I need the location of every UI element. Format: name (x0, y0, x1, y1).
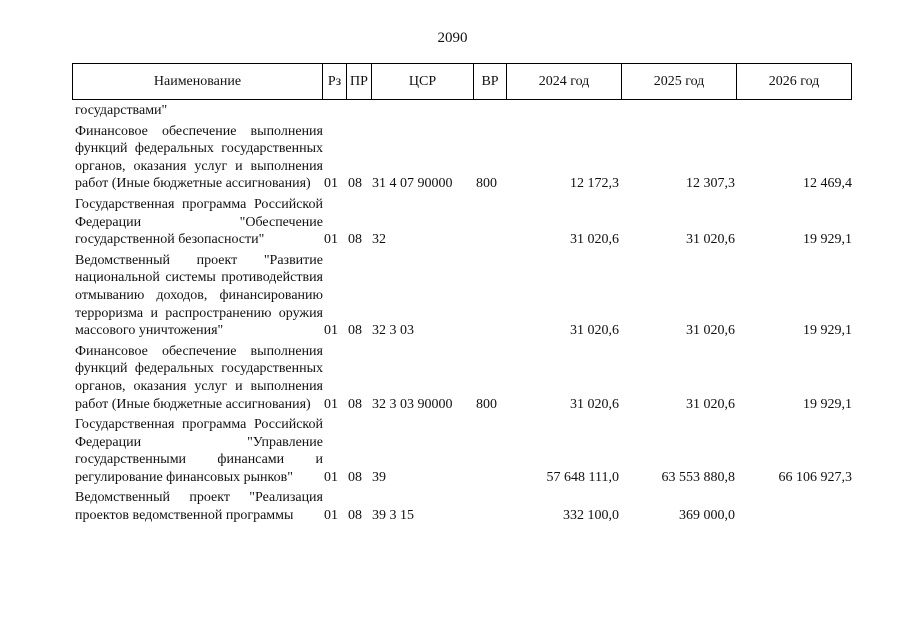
row-pr: 08 (348, 323, 362, 339)
table-row (72, 123, 852, 193)
row-rz: 01 (324, 323, 338, 339)
table-row (72, 252, 852, 340)
table-row (72, 489, 852, 524)
row-2024: 12 172,3 (570, 176, 619, 192)
row-vr: 800 (476, 396, 497, 412)
page-number: 2090 (437, 30, 468, 46)
row-2024: 57 648 111,0 (546, 469, 619, 485)
table-row (72, 196, 852, 249)
row-2025: 63 553 880,8 (661, 469, 735, 485)
row-2024: 31 020,6 (570, 396, 619, 412)
row-2025: 31 020,6 (686, 396, 735, 412)
row-name: государствами" (75, 103, 168, 118)
row-csr: 32 3 03 90000 (372, 396, 453, 412)
row-pr: 08 (348, 469, 362, 485)
row-rz: 01 (324, 508, 338, 524)
row-rz: 01 (324, 176, 338, 192)
row-pr: 08 (348, 176, 362, 192)
header-2024: 2024 год (507, 64, 622, 99)
header-rz: Рз (323, 64, 347, 99)
row-csr: 31 4 07 90000 (372, 176, 453, 192)
header-vr: ВР (474, 64, 507, 99)
row-2025: 12 307,3 (686, 176, 735, 192)
table-row (72, 343, 852, 413)
row-vr: 800 (476, 176, 497, 192)
row-2026: 12 469,4 (803, 176, 852, 192)
header-2025: 2025 год (622, 64, 737, 99)
row-pr: 08 (348, 232, 362, 248)
row-csr: 39 3 15 (372, 508, 414, 524)
row-name: Государственная программа Российской Федерации "Обеспечение государственной безопасности" (75, 196, 323, 248)
table-row (72, 102, 852, 120)
header-name: Наименование (73, 64, 323, 99)
row-name: Государственная программа Российской Федерации "Управление государственными финансами и регулирование финансовых рынков" (75, 417, 323, 485)
row-name: Финансовое обеспечение выполнения функций федеральных государственных органов, оказания услуг и выполнения работ (Иные бюджетные ассигнования) (75, 123, 323, 192)
row-rz: 01 (324, 469, 338, 485)
row-2026: 19 929,1 (803, 232, 852, 248)
row-2026: 19 929,1 (803, 396, 852, 412)
table-row (72, 416, 852, 486)
row-csr: 39 (372, 469, 386, 485)
row-name: Финансовое обеспечение выполнения функций федеральных государственных органов, оказания услуг и выполнения работ (Иные бюджетные ассигнования) (75, 343, 323, 412)
row-name: Ведомственный проект "Реализация проектов ведомственной программы (75, 490, 323, 524)
row-name: Ведомственный проект "Развитие национальной системы противодействия отмыванию доходов, финансированию терроризма и распространению оружия массового уничтожения" (75, 252, 323, 339)
header-pr: ПР (347, 64, 372, 99)
header-csr: ЦСР (372, 64, 474, 99)
row-rz: 01 (324, 396, 338, 412)
row-rz: 01 (324, 232, 338, 248)
row-pr: 08 (348, 396, 362, 412)
row-2026: 66 106 927,3 (778, 469, 852, 485)
row-csr: 32 (372, 232, 386, 248)
row-2025: 369 000,0 (679, 508, 735, 524)
row-2025: 31 020,6 (686, 323, 735, 339)
table-body (72, 102, 852, 528)
row-2026: 19 929,1 (803, 323, 852, 339)
header-2026: 2026 год (768, 74, 820, 89)
row-csr: 32 3 03 (372, 323, 414, 339)
row-pr: 08 (348, 508, 362, 524)
row-2024: 332 100,0 (563, 508, 619, 524)
row-2024: 31 020,6 (570, 232, 619, 248)
table-header (72, 63, 852, 100)
row-2025: 31 020,6 (686, 232, 735, 248)
row-2024: 31 020,6 (570, 323, 619, 339)
